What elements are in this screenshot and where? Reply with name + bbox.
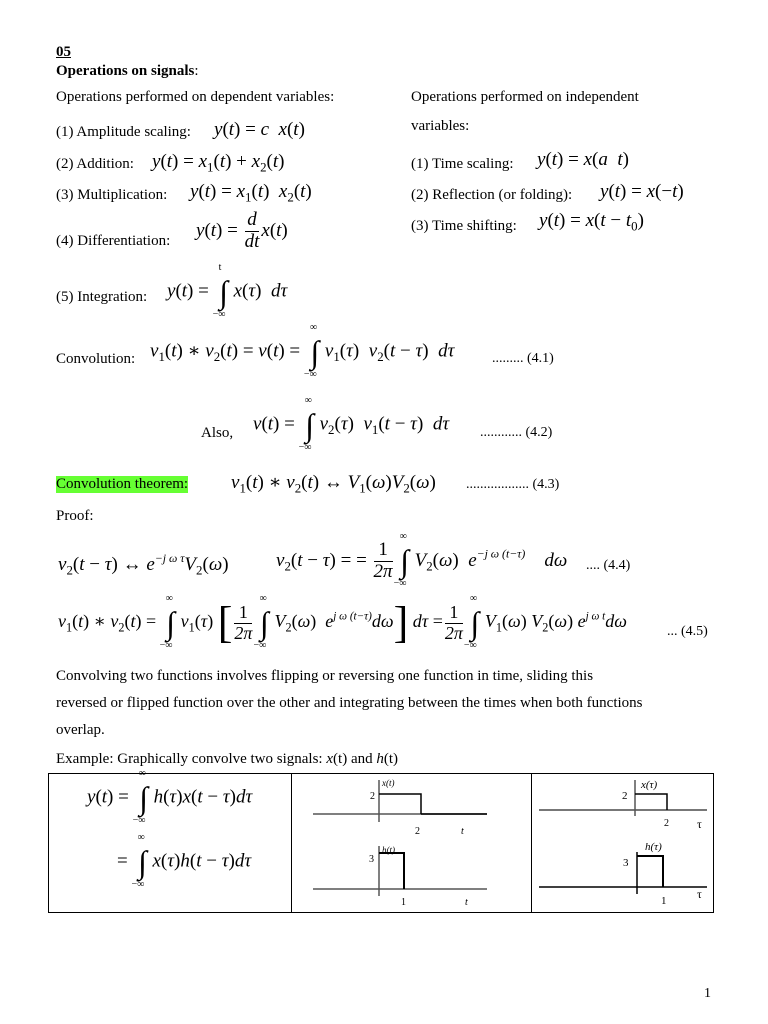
table-divider-2 — [531, 774, 532, 912]
example-line — [56, 751, 398, 768]
independent-heading-line2: variables: — [411, 118, 470, 134]
table-formula-2: = ∞ ∫ −∞ x(τ)h(t − τ)dτ — [117, 832, 252, 890]
equation-4-5: $v_1(t)$ ∗ $v_2(t)$ = ∞ ∫ −∞ $v_1(\tau)$ [ $\frac{1}{2\pi}$ ∞ ∫ −∞ $V_2(\omega)$ $e^{j \omega (t-\tau)}d\omega$] dτ = $\frac{1}{2\pi}$ ∞ ∫ −∞ $V_1(\omega)$ $V_2(\omega)$ $e^{j \omega t}d\omega$ — [58, 593, 627, 651]
integration-label: (5) Integration: — [56, 289, 148, 305]
reflection-equation: y(t) = x(−t) — [600, 181, 684, 202]
h-tau-pulse — [637, 856, 663, 887]
x-t-end: 2 — [415, 826, 420, 837]
x-tau-label: x(τ) — [641, 779, 658, 791]
x-tau-pulse — [635, 794, 667, 810]
x-t-pulse — [379, 794, 421, 814]
time-scaling-label: (1) Time scaling: — [411, 156, 514, 172]
proof-label: Proof: — [56, 508, 94, 524]
reflection-label: (2) Reflection (or folding): — [411, 187, 573, 203]
convolution-label: Convolution: — [56, 351, 136, 367]
page-number: 1 — [704, 986, 711, 1001]
multiplication-equation: $y(t) = x_1(t)$ $x_2(t)$ — [190, 181, 312, 205]
integration-equation: y(t) = t ∫ −∞ x(τ) dτ — [167, 262, 288, 320]
graph-x-t — [309, 776, 519, 842]
h-t-end: 1 — [401, 897, 406, 908]
time-scaling-equation: y(t) = x(a t) — [537, 149, 629, 170]
also-equation: v(t) = ∞ ∫ −∞ $v_2(\tau) v_1(t - \tau)$ dτ — [253, 395, 450, 453]
h-t-amplitude: 3 — [369, 854, 374, 865]
h-tau-label: h(τ) — [645, 841, 662, 853]
h-t-pulse — [379, 853, 404, 889]
x-t-label: x(t) — [382, 778, 395, 788]
table-divider-1 — [291, 774, 292, 912]
graph-x-tau — [535, 776, 711, 842]
h-tau-amplitude: 3 — [623, 857, 629, 869]
table-formula-1: y(t) = ∞ ∫ −∞ h(τ)x(t − τ)dτ — [87, 768, 253, 826]
dependent-heading: Operations performed on dependent variables: — [56, 89, 335, 105]
multiplication-label: (3) Multiplication: — [56, 187, 168, 203]
equation-4-4-right: $v_2(t - \tau)$ = = $\frac{1}{2\pi}$ ∞ ∫ −∞ $V_2(\omega)$ $e^{-j \omega (t-\tau)}$ dω — [276, 531, 568, 590]
example-prefix: Example: Graphically convolve two signals: — [56, 751, 327, 767]
example-arg-h: (t) — [383, 751, 399, 767]
eq-4-2-number: ............ (4.2) — [480, 425, 553, 440]
x-tau-axis-label: τ — [697, 817, 702, 831]
h-tau-axis-label: τ — [697, 887, 702, 901]
h-t-axis-label: t — [465, 897, 468, 908]
differentiation-equation: y(t) = $\frac{d}{dt}$ x(t) — [196, 209, 288, 252]
addition-equation: $y(t) = x_1(t) + x_2(t)$ — [152, 151, 285, 175]
graph-h-t — [309, 842, 519, 912]
example-table — [48, 768, 714, 913]
eq-4-3-number: .................. (4.3) — [466, 477, 560, 492]
title-suffix: : — [194, 63, 199, 79]
example-arg-x: (t) — [333, 751, 348, 767]
x-t-amplitude: 2 — [370, 791, 375, 802]
title-text: Operations on signals — [56, 63, 195, 79]
paragraph-line-2: reversed or flipped function over the other and integrating between the times when both functions — [56, 695, 643, 711]
paragraph-line-1: Convolving two functions involves flipping or reversing one function in time, sliding this — [56, 668, 594, 684]
h-t-label: h(t) — [382, 845, 395, 855]
convolution-theorem-label: Convolution theorem: — [56, 476, 189, 492]
differentiation-label: (4) Differentiation: — [56, 233, 171, 249]
time-shifting-equation: $y(t) = x(t - t_0)$ — [539, 210, 644, 234]
amplitude-scaling-equation: y(t) = c x(t) — [214, 119, 305, 140]
convolution-equation: $v_1(t)$ ∗ $v_2(t) = v(t)$ = ∞ ∫ −∞ $v_1(\tau) v_2(t - \tau)$ dτ — [150, 322, 455, 380]
section-number: 05 — [56, 44, 71, 60]
addition-label: (2) Addition: — [56, 156, 134, 172]
x-tau-end: 2 — [664, 818, 669, 829]
eq-4-1-number: ......... (4.1) — [492, 351, 554, 366]
amplitude-scaling-label: (1) Amplitude scaling: — [56, 124, 191, 140]
independent-heading-line1: Operations performed on independent — [411, 89, 639, 105]
eq-4-4-number: .... (4.4) — [586, 558, 631, 573]
x-t-axis-label: t — [461, 826, 464, 837]
page-title — [56, 63, 199, 80]
also-label: Also, — [201, 425, 234, 441]
x-tau-amplitude: 2 — [622, 790, 628, 802]
graph-h-tau — [535, 838, 711, 912]
example-and: and — [347, 751, 377, 767]
equation-4-4-left: $v_2(t - \tau)$ ↔ $e^{-j \omega \tau}V_2(\omega)$ — [58, 551, 229, 578]
example-signal-h: h — [376, 751, 384, 767]
example-signal-x: x — [326, 751, 334, 767]
convolution-theorem-equation: $v_1(t)$ ∗ $v_2(t)$ ↔ $V_1(\omega)V_2(\omega)$ — [231, 472, 436, 496]
eq-4-5-number: ... (4.5) — [667, 624, 708, 639]
time-shifting-label: (3) Time shifting: — [411, 218, 517, 234]
paragraph-line-3: overlap. — [56, 722, 105, 738]
h-tau-end: 1 — [661, 895, 667, 907]
